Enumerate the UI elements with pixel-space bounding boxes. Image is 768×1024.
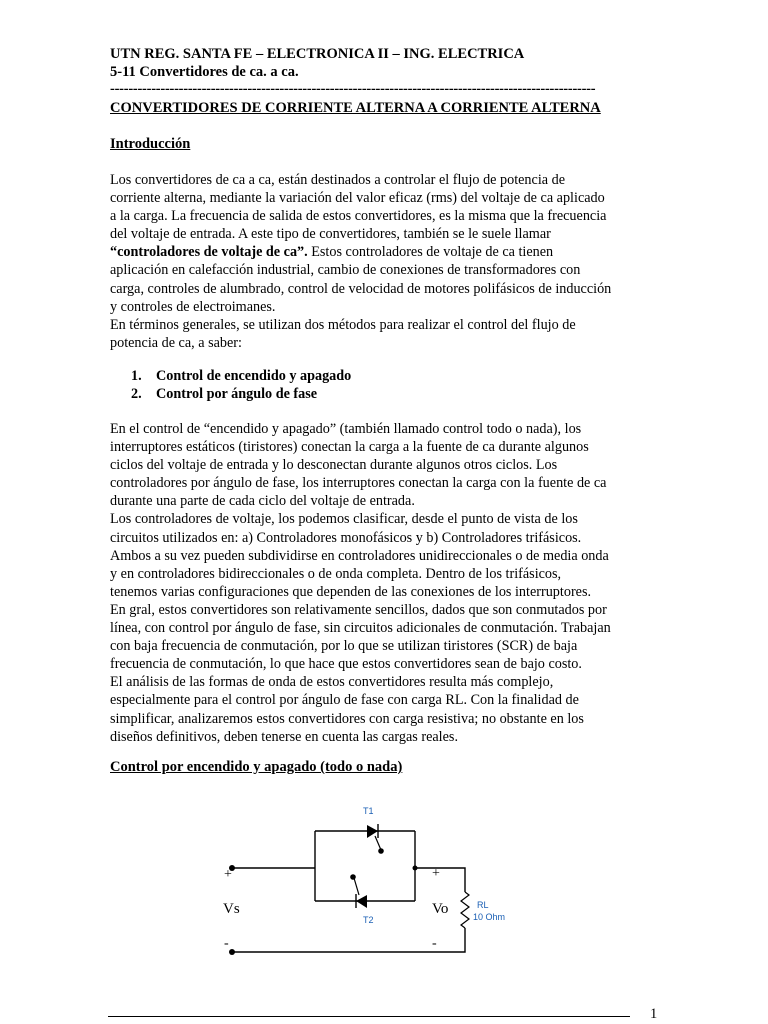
text-line: ciclos del voltaje de entrada y lo desconectan durante algunos otros ciclos. Los	[110, 457, 558, 474]
document-title: CONVERTIDORES DE CORRIENTE ALTERNA A CORRIENTE ALTERNA	[110, 100, 601, 116]
text-line: simplificar, analizaremos estos convertidores con carga resistiva; no obstante en los	[110, 710, 584, 727]
text-line: Los controladores de voltaje, los podemos clasificar, desde el punto de vista de los	[110, 511, 578, 528]
header-separator: ----------------------------------------------------------------------------------------------------------	[110, 81, 596, 97]
input-plus-sign: +	[224, 867, 232, 882]
list-label: Control de encendido y apagado	[156, 368, 352, 384]
text-line: En términos generales, se utilizan dos métodos para realizar el control del flujo de	[110, 316, 576, 333]
methods-list	[131, 367, 351, 403]
text-line: corriente alterna, mediante la variación del valor eficaz (rms) del voltaje de ca aplicado	[110, 190, 605, 207]
text-line	[110, 243, 660, 261]
bold-term: “controladores de voltaje de ca”.	[110, 244, 308, 261]
thyristor-t1-gate	[375, 836, 381, 850]
text-line: controladores por ángulo de fase, los interruptores conectan la carga con la fuente de ca	[110, 475, 607, 492]
t1-label: T1	[363, 806, 374, 816]
thyristor-t1	[367, 825, 378, 838]
text-line: especialmente para el control por ángulo de fase con carga RL. Con la finalidad de	[110, 692, 579, 709]
text-line: línea, con control por ángulo de fase, sin circuitos adicionales de conmutación. Trabajan	[110, 620, 611, 637]
vo-label: Vo	[432, 901, 449, 917]
list-item	[131, 367, 351, 385]
text-line: El análisis de las formas de onda de estos convertidores resulta más complejo,	[110, 674, 554, 691]
text-line: circuitos utilizados en: a) Controladores monofásicos y b) Controladores trifásicos.	[110, 529, 582, 546]
output-wire	[415, 868, 465, 892]
list-item	[131, 385, 351, 403]
text-line: potencia de ca, a saber:	[110, 334, 242, 351]
list-number: 2.	[131, 386, 142, 403]
text-line: del voltaje de entrada. A este tipo de convertidores, también se le suele llamar	[110, 226, 551, 243]
footer-rule	[108, 1016, 630, 1017]
page-number: 1	[650, 1006, 658, 1022]
output-plus-sign: +	[432, 866, 440, 881]
text-line: y en controladores bidireccionales o de onda completa. Dentro de los trifásicos,	[110, 565, 562, 582]
ac-switch-circuit-diagram	[215, 790, 520, 965]
text-line: Ambos a su vez pueden subdividirse en controladores unidireccionales o de media onda	[110, 547, 609, 564]
input-minus-sign: -	[224, 936, 229, 951]
text-line: durante una parte de cada ciclo del voltaje de entrada.	[110, 493, 415, 510]
output-node	[413, 866, 418, 871]
text-line: Los convertidores de ca a ca, están destinados a controlar el flujo de potencia de	[110, 172, 565, 188]
vs-label: Vs	[223, 901, 240, 917]
text-line: diseños definitivos, deben tenerse en cuenta las cargas reales.	[110, 728, 458, 745]
thyristor-t2-gate-terminal	[350, 874, 356, 880]
input-terminal-negative	[229, 949, 235, 955]
intro-paragraph-3	[110, 420, 660, 746]
thyristor-t2	[356, 895, 367, 908]
text-line: y controles de electroimanes.	[110, 298, 276, 315]
text-line: con baja frecuencia de conmutación, por lo que se utilizan tiristores (SCR) de baja	[110, 638, 578, 655]
text-line: tenemos varias configuraciones que dependen de las conexiones de los interruptores.	[110, 583, 592, 600]
text-line: En el control de “encendido y apagado” (también llamado control todo o nada), los	[110, 421, 582, 437]
antiparallel-loop	[315, 831, 415, 901]
text-line: carga, controles de alumbrado, control de velocidad de motores polifásicos de inducción	[110, 280, 612, 297]
thyristor-t1-gate-terminal	[378, 848, 384, 854]
thyristor-t2-gate	[354, 878, 359, 895]
text-line: a la carga. La frecuencia de salida de estos convertidores, es la misma que la frecuencia	[110, 208, 607, 225]
t2-label: T2	[363, 915, 374, 925]
header-course: UTN REG. SANTA FE – ELECTRONICA II – ING. ELECTRICA	[110, 46, 525, 62]
list-number: 1.	[131, 368, 142, 384]
rl-label: RL	[477, 900, 489, 910]
text-line: interruptores estáticos (tiristores) conectan la carga a la fuente de ca durante algunos	[110, 439, 589, 456]
intro-heading: Introducción	[110, 136, 191, 152]
return-wire	[232, 928, 465, 952]
output-minus-sign: -	[432, 936, 437, 951]
load-resistor	[461, 892, 469, 928]
section-heading-on-off-control: Control por encendido y apagado (todo o nada)	[110, 759, 403, 775]
list-label: Control por ángulo de fase	[156, 386, 318, 403]
text-line: aplicación en calefacción industrial, cambio de conexiones de transformadores con	[110, 262, 581, 279]
header-unit: 5-11 Convertidores de ca. a ca.	[110, 64, 299, 80]
intro-paragraph-1	[110, 171, 660, 352]
text-fragment: Estos controladores de voltaje de ca tienen	[307, 244, 554, 261]
text-line: frecuencia de conmutación, lo que hace que estos convertidores sean de bajo costo.	[110, 656, 582, 673]
rl-value: 10 Ohm	[473, 912, 506, 922]
text-line: En gral, estos convertidores son relativamente sencillos, dados que son conmutados por	[110, 601, 607, 618]
